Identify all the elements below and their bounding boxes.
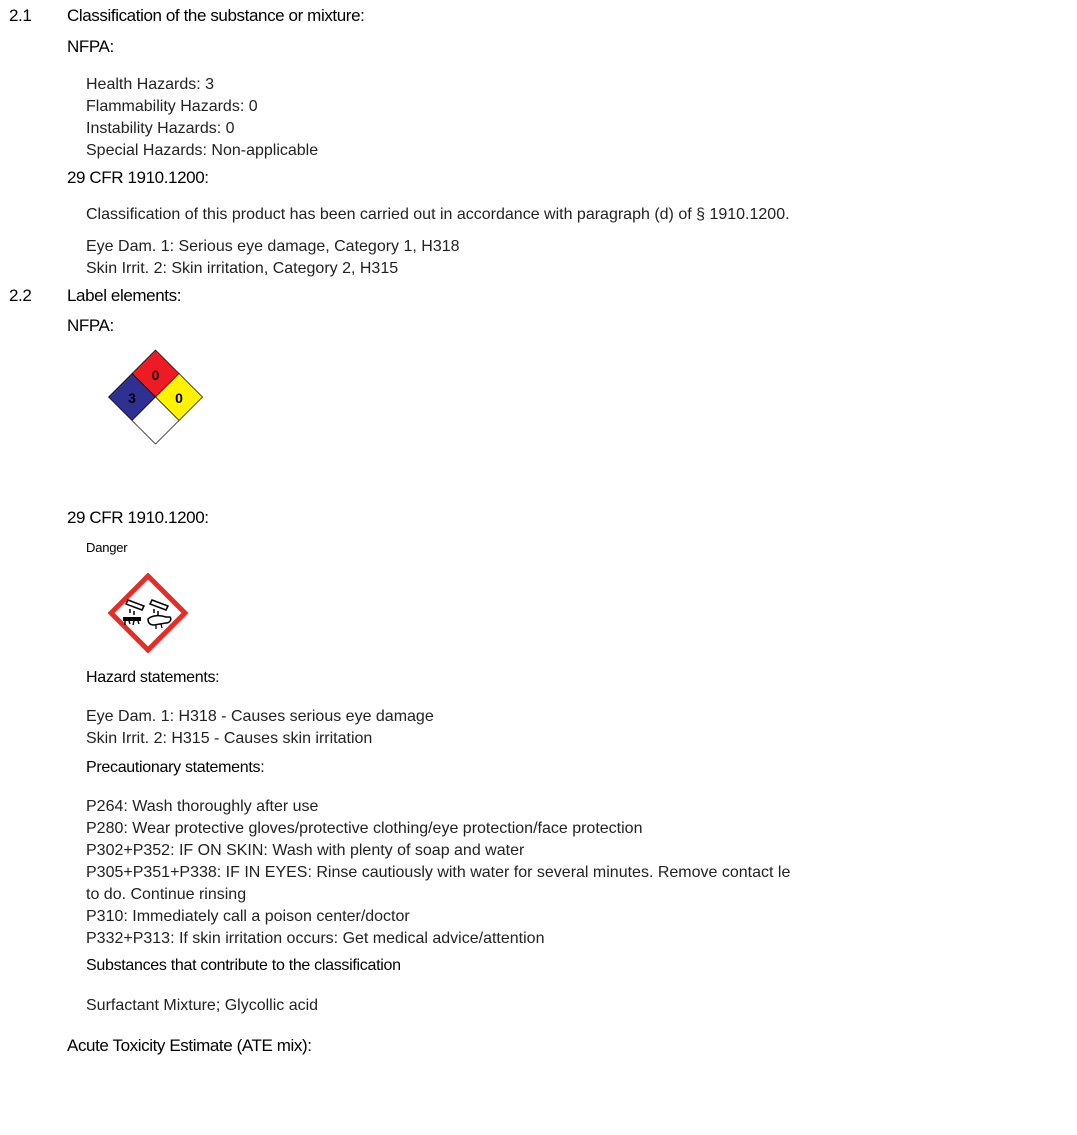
nfpa-hazard-list (86, 74, 318, 162)
precautionary-statements-heading: Precautionary statements: (86, 759, 265, 776)
hazard-statements-list (86, 706, 434, 750)
section-title-classification: Classification of the substance or mixture: (67, 6, 365, 25)
signal-word: Danger (86, 540, 128, 555)
nfpa-line: Health Hazards: 3 (86, 76, 215, 93)
nfpa-instability-value: 0 (175, 390, 183, 406)
precautionary-statement: P280: Wear protective gloves/protective clothing/eye protection/face protection (86, 820, 643, 837)
substances-text: Surfactant Mixture; Glycollic acid (86, 997, 319, 1014)
section-title-label-elements: Label elements: (67, 286, 182, 305)
corrosion-icon (108, 573, 188, 653)
substances-heading: Substances that contribute to the classification (86, 957, 401, 974)
nfpa-flammability-value: 0 (151, 367, 160, 383)
section-number-2-1: 2.1 (9, 6, 32, 25)
precautionary-statement: P310: Immediately call a poison center/doctor (86, 908, 410, 925)
nfpa-health-value: 3 (128, 390, 136, 406)
hazard-statement: Eye Dam. 1: H318 - Causes serious eye damage (86, 708, 434, 725)
nfpa-line: Special Hazards: Non-applicable (86, 142, 319, 159)
precautionary-statement: to do. Continue rinsing (86, 886, 247, 903)
section-number-2-2: 2.2 (9, 286, 32, 305)
nfpa-heading: NFPA: (67, 37, 114, 56)
nfpa-line: Flammability Hazards: 0 (86, 98, 258, 115)
precautionary-statements-list (86, 796, 790, 950)
nfpa-label-heading: NFPA: (67, 316, 114, 335)
precautionary-statement: P305+P351+P338: IF IN EYES: Rinse cautiously with water for several minutes. Remove contact le (86, 864, 791, 881)
ate-heading: Acute Toxicity Estimate (ATE mix): (67, 1036, 312, 1055)
cfr-heading: 29 CFR 1910.1200: (67, 168, 209, 187)
cfr-classification-list (86, 236, 460, 280)
cfr-line: Eye Dam. 1: Serious eye damage, Category 1, H318 (86, 238, 460, 255)
precautionary-statement: P332+P313: If skin irritation occurs: Get medical advice/attention (86, 930, 545, 947)
cfr-label-heading: 29 CFR 1910.1200: (67, 508, 209, 527)
hazard-statements-heading: Hazard statements: (86, 669, 220, 686)
nfpa-diamond (103, 345, 209, 505)
hazard-statement: Skin Irrit. 2: H315 - Causes skin irritation (86, 730, 373, 747)
cfr-classification-note: Classification of this product has been carried out in accordance with paragraph (d) of § 1910.1200. (86, 206, 790, 223)
cfr-line: Skin Irrit. 2: Skin irritation, Category 2, H315 (86, 260, 399, 277)
precautionary-statement: P302+P352: IF ON SKIN: Wash with plenty of soap and water (86, 842, 525, 859)
nfpa-line: Instability Hazards: 0 (86, 120, 235, 137)
precautionary-statement: P264: Wash thoroughly after use (86, 798, 319, 815)
